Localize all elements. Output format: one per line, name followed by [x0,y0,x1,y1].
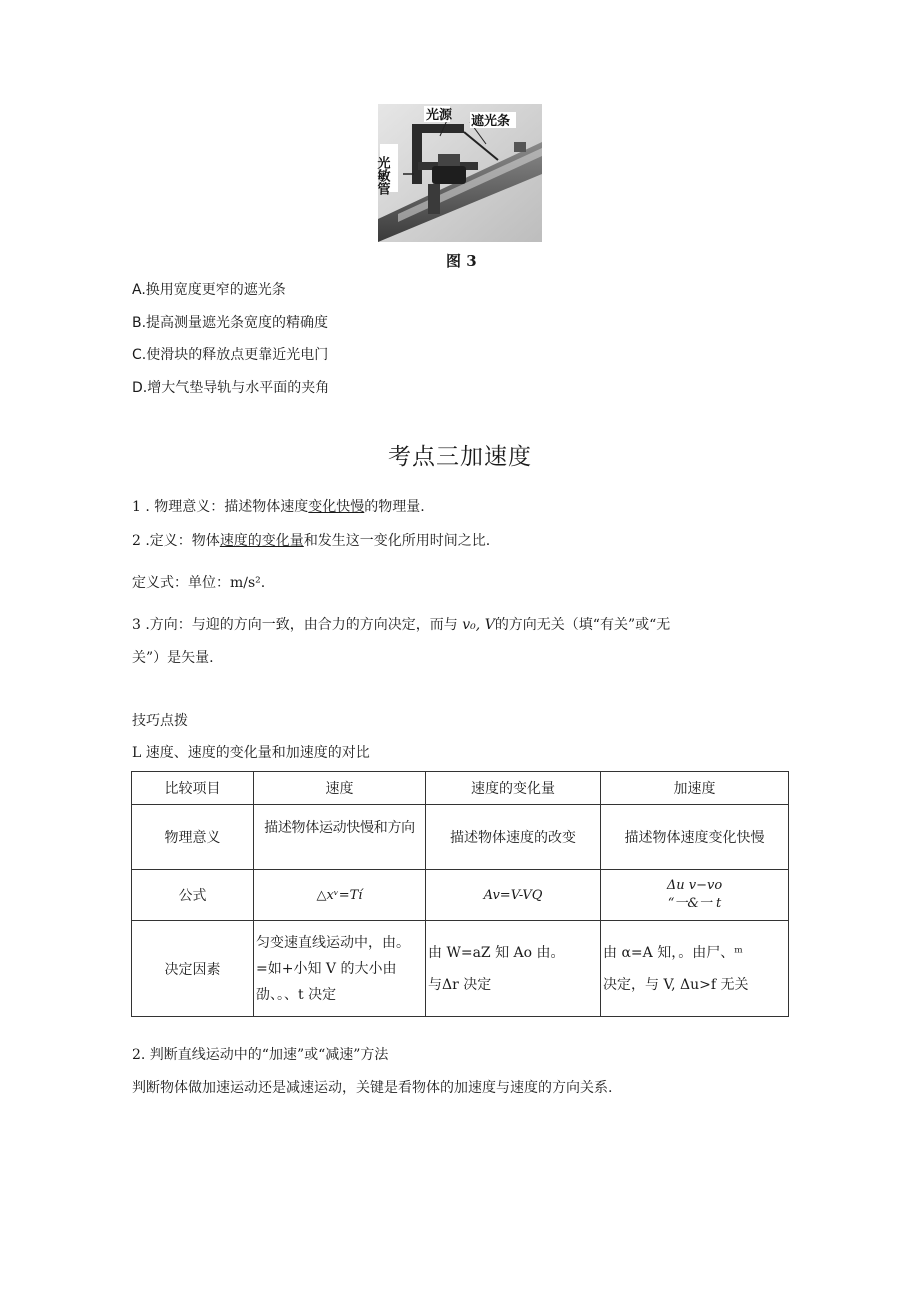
factor-velocity-l1: 匀变速直线运动中，由。 [256,934,410,951]
point-1-suffix: 的物理量. [364,499,425,515]
header-item: 比较项目 [132,772,254,805]
label-shading-bar: 遮光条 [471,114,511,129]
header-velocity: 速度 [254,772,426,805]
point-3-italic: v₀, V [462,617,495,633]
point-3-line2: 关”）是矢量. [132,650,214,666]
cell-meaning-accel: 描述物体速度变化快慢 [601,805,789,870]
label-light-source: 光源 [426,108,453,123]
option-a: A.换用宽度更窄的遮光条 [132,282,286,298]
factor-delta-l2: 与Δr 决定 [428,976,492,993]
comparison-table [131,771,789,1017]
cell-formula-velocity: △xᵛ=Tí [254,870,426,921]
point-2 [132,531,490,551]
tips-heading: 技巧点拨 [132,713,188,729]
tips-sub2-body: 判断物体做加速运动还是减速运动，关键是看物体的加速度与速度的方向关系. [132,1080,613,1096]
tips-sub2: 2. 判断直线运动中的“加速”或“减速”方法 [132,1047,389,1063]
cell-meaning-delta: 描述物体速度的改变 [426,805,601,870]
photogate-photo [374,104,542,242]
factor-delta-l1: 由 W=aZ 知 Ao 由。 [428,944,565,961]
table-row-factor [132,921,789,1017]
cell-factor-velocity [254,921,426,1017]
point-2-underline: 速度的变化量 [219,533,304,549]
point-1-underline: 变化快慢 [308,499,365,515]
tips-sub1: L 速度、速度的变化量和加速度的对比 [132,745,370,761]
header-delta-velocity: 速度的变化量 [426,772,601,805]
section-title: 考点三加速度 [388,444,532,470]
option-d: D.增大气垫导轨与水平面的夹角 [132,380,330,396]
figure-caption: 图 3 [446,252,477,270]
point-1 [132,497,425,517]
option-c: C.使滑块的释放点更靠近光电门 [132,347,329,363]
point-2-prefix: 2 .定义：物体 [132,533,220,549]
cell-factor-accel [601,921,789,1017]
label-photo-tube: 光敏管 [374,156,390,195]
cell-factor-delta [426,921,601,1017]
point-3-prefix: 3 .方向：与迎的方向一致，由合力的方向决定，而与 [132,617,463,633]
point-3 [132,615,670,635]
cell-formula-delta: Av=V-VQ [426,870,601,921]
factor-accel-l2: 决定，与 V, Δu>f 无关 [603,976,749,993]
cell-factor-label: 决定因素 [132,921,254,1017]
figure-photogate [374,104,542,242]
header-acceleration: 加速度 [601,772,789,805]
factor-velocity-l2: =如+小知 V 的大小由 [256,960,397,977]
point-3-suffix: 的方向无关（填“有关”或“无 [494,617,671,633]
table-row-formula [132,870,789,921]
cell-formula-label: 公式 [132,870,254,921]
table-row-meaning [132,805,789,870]
formula-accel-line1: Δu v−vo [666,878,723,893]
point-1-prefix: 1 . 物理意义：描述物体速度 [132,499,309,515]
formula-accel-line2: “一&一 t [667,896,722,911]
option-b: B.提高测量遮光条宽度的精确度 [132,315,329,331]
factor-velocity-l3: 劭、。、t 决定 [256,986,337,1003]
unit-line: 定义式：单位：m∕s². [132,575,266,591]
cell-meaning-velocity: 描述物体运动快慢和方向 [254,805,426,870]
table-header-row [132,772,789,805]
factor-accel-l1: 由 α=A 知，。由尸、ᵐ [603,944,743,961]
cell-meaning-label: 物理意义 [132,805,254,870]
point-2-suffix: 和发生这一变化所用时间之比. [303,533,491,549]
cell-formula-accel [601,870,789,921]
